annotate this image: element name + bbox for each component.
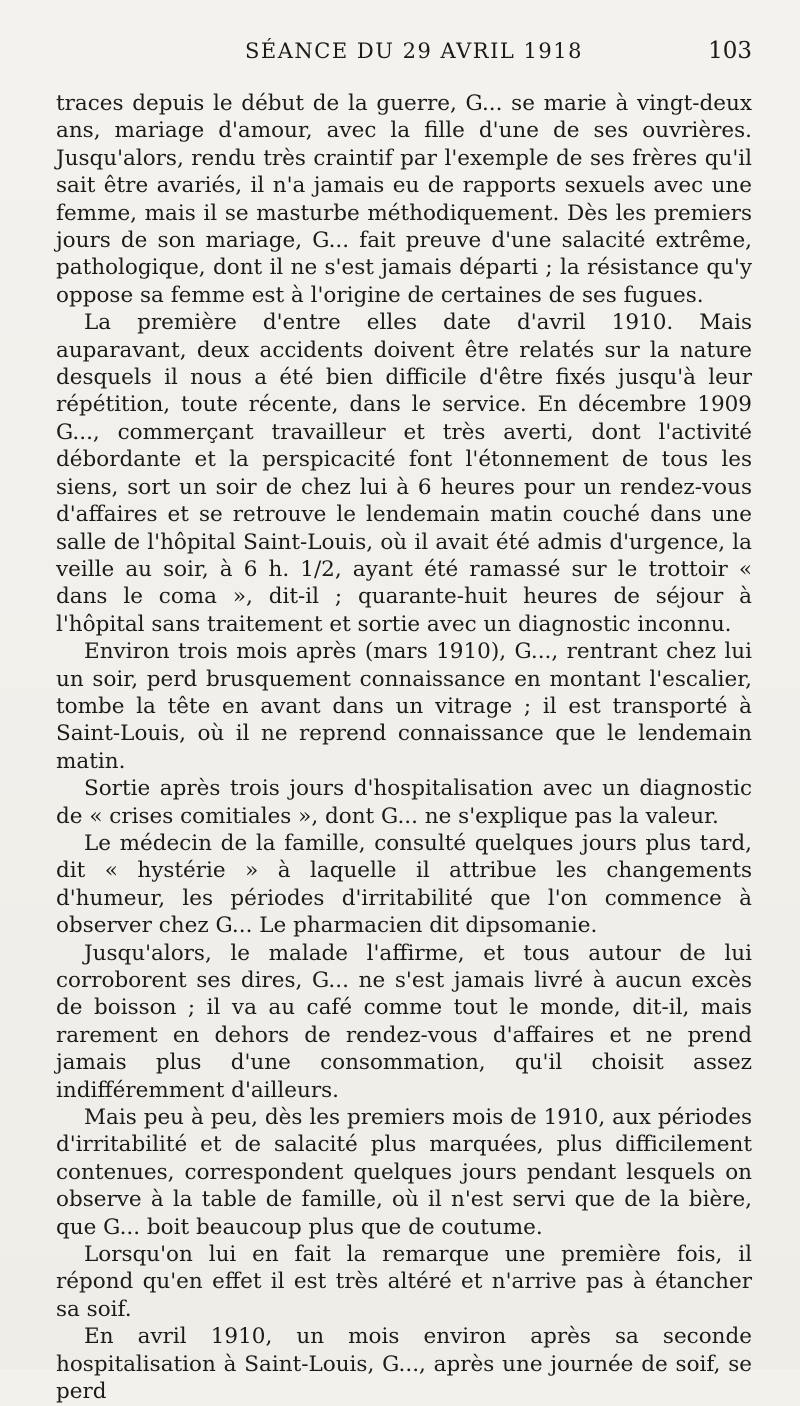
body-text <box>56 90 752 1406</box>
running-head: SÉANCE DU 29 AVRIL 1918 <box>245 39 583 63</box>
paragraph: Environ trois mois après (mars 1910), G..., rentrant chez lui un soir, perd brusquement connaissance en montant l'escalier, tombe la tête en avant dans un vitrage ; il est transporté à Saint-Louis, où il ne reprend connaissance que le lendemain matin. <box>56 639 752 774</box>
page-number: 103 <box>708 38 752 64</box>
paragraph: Sortie après trois jours d'hospitalisation avec un diagnostic de « crises comitiales », dont G... ne s'explique pas la valeur. <box>56 776 752 829</box>
paragraph: Lorsqu'on lui en fait la remarque une première fois, il répond qu'en effet il est très altéré et n'arrive pas à étancher sa soif. <box>56 1242 752 1322</box>
paragraph: traces depuis le début de la guerre, G... se marie à vingt-deux ans, mariage d'amour, avec la fille d'une de ses ouvrières. Jusqu'alors, rendu très craintif par l'exemple de ses frères qu'il sait être avariés, il n'a jamais eu de rapports sexuels avec une femme, mais il se masturbe méthodiquement. Dès les premiers jours de son mariage, G... fait preuve d'une salacité extrême, pathologique, dont il ne s'est jamais départi ; la résistance qu'y oppose sa femme est à l'origine de certaines de ses fugues. <box>56 91 752 308</box>
paragraph: Le médecin de la famille, consulté quelques jours plus tard, dit « hystérie » à laquelle il attribue les changements d'humeur, les périodes d'irritabilité que l'on commence à observer chez G... Le pharmacien dit dipsomanie. <box>56 830 752 939</box>
paragraph: Mais peu à peu, dès les premiers mois de 1910, aux périodes d'irritabilité et de salacité plus marquées, plus difficilement contenues, correspondent quelques jours pendant lesquels on observe à la table de famille, où il n'est servi que de la bière, que G... boit beaucoup plus que de coutume. <box>56 1105 752 1240</box>
paragraph: Jusqu'alors, le malade l'affirme, et tous autour de lui corroborent ses dires, G... ne s'est jamais livré à aucun excès de boisson ; il va au café comme tout le monde, dit-il, mais rarement en dehors de rendez-vous d'affaires et ne prend jamais plus d'une consommation, qu'il choisit assez indifféremment d'ailleurs. <box>56 940 752 1103</box>
paragraph: En avril 1910, un mois environ après sa seconde hospitalisation à Saint-Louis, G..., après une journée de soif, se perd <box>56 1324 752 1405</box>
paragraph: La première d'entre elles date d'avril 1910. Mais auparavant, deux accidents doivent être relatés sur la nature desquels il nous a été bien difficile d'être fixés jusqu'à leur répétition, toute récente, dans le service. En décembre 1909 G..., commerçant travailleur et très averti, dont l'activité débordante et la perspicacité font l'étonnement de tous les siens, sort un soir de chez lui à 6 heures pour un rendez-vous d'affaires et se retrouve le lendemain matin couché dans une salle de l'hôpital Saint-Louis, où il avait été admis d'urgence, la veille au soir, à 6 h. 1/2, ayant été ramassé sur le trottoir « dans le coma », dit-il ; quarante-huit heures de séjour à l'hôpital sans traitement et sortie avec un diagnostic inconnu. <box>56 310 752 637</box>
page-header <box>56 38 752 90</box>
